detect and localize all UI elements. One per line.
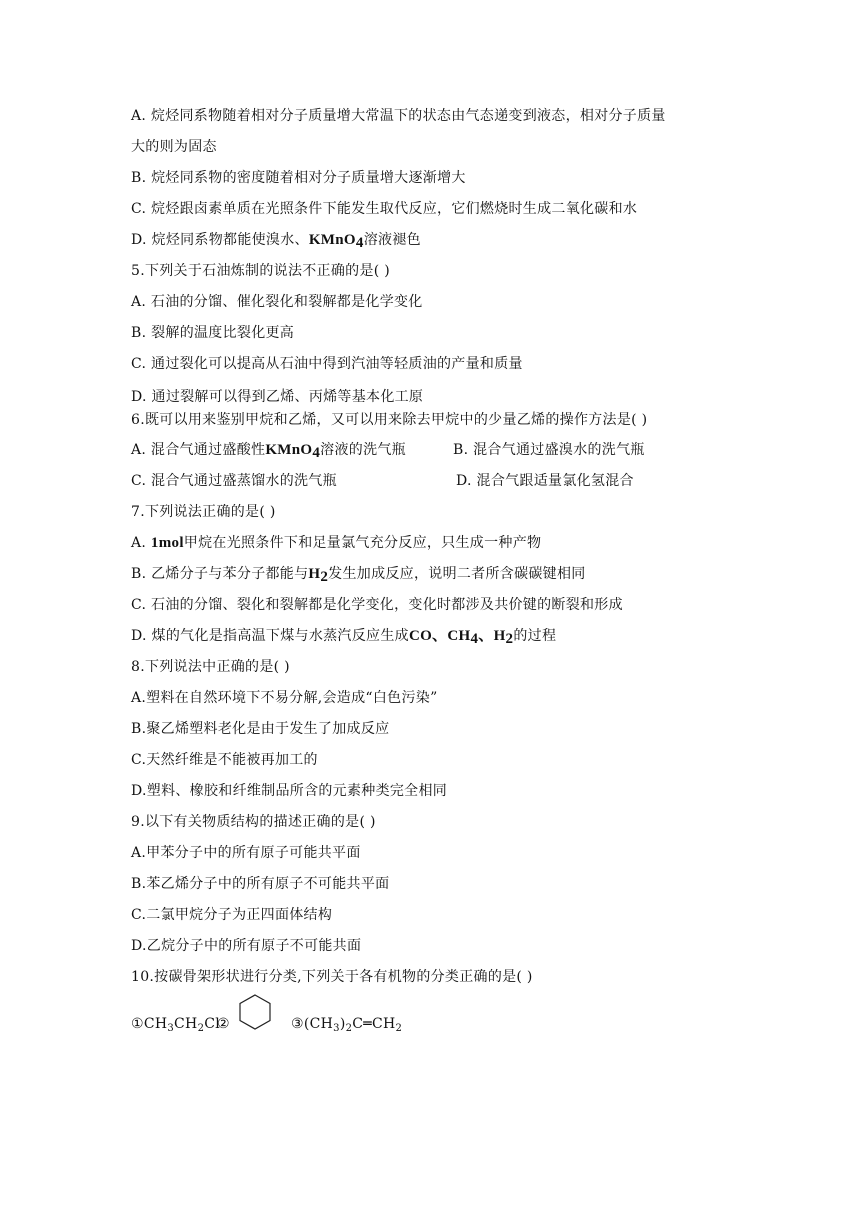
benzene-ring-icon	[238, 993, 272, 1031]
question-stem: 8.下列说法中正确的是( )	[131, 659, 290, 675]
option-line: D.塑料、橡胶和纤维制品所含的元素种类完全相同	[131, 783, 448, 799]
option-line: A. 烷烃同系物随着相对分子质量增大常温下的状态由气态递变到液态，相对分子质量	[131, 108, 666, 124]
option-line: B. 烷烃同系物的密度随着相对分子质量增大逐渐增大	[131, 170, 466, 186]
option-line: D. 煤的气化是指高温下煤与水蒸汽反应生成CO、$CH_4$、$H_2$的过程	[131, 628, 557, 647]
option-line: A.塑料在自然环境下不易分解,会造成“白色污染”	[131, 690, 438, 706]
question-stem: 5.下列关于石油炼制的说法不正确的是( )	[131, 263, 391, 279]
option-line: A.甲苯分子中的所有原子可能共平面	[131, 845, 361, 861]
option-line: A. 混合气通过盛酸性KMnO$_4$溶液的洗气瓶	[131, 442, 406, 461]
question-stem: 6.既可以用来鉴别甲烷和乙烯，又可以用来除去甲烷中的少量乙烯的操作方法是( )	[131, 412, 648, 428]
question-stem: 9.以下有关物质结构的描述正确的是( )	[131, 814, 376, 830]
formula-2-label: ②	[217, 1016, 230, 1032]
formula-1: $①CH_3CH_2Cl$	[131, 1016, 221, 1034]
question-stem: 10.按碳骨架形状进行分类,下列关于各有机物的分类正确的是( )	[131, 969, 533, 985]
formula-3: $③(CH_3)_2C═CH_2$	[291, 1016, 403, 1034]
option-line: A. 1mol甲烷在光照条件下和足量氯气充分反应，只生成一种产物	[131, 535, 542, 551]
option-line: C. 石油的分馏、裂化和裂解都是化学变化，变化时都涉及共价键的断裂和形成	[131, 597, 623, 613]
option-line: D. 烷烃同系物都能使溴水、KMnO$_4$溶液褪色	[131, 232, 421, 251]
option-line: A. 石油的分馏、催化裂化和裂解都是化学变化	[131, 294, 423, 310]
option-line: C. 混合气通过盛蒸馏水的洗气瓶	[131, 473, 337, 489]
option-line: C. 通过裂化可以提高从石油中得到汽油等轻质油的产量和质量	[131, 356, 523, 372]
option-line: B. 乙烯分子与苯分子都能与$H_2$发生加成反应，说明二者所含碳碳键相同	[131, 566, 586, 585]
option-line: D. 混合气跟适量氯化氢混合	[456, 473, 634, 489]
option-line: B.苯乙烯分子中的所有原子不可能共平面	[131, 876, 390, 892]
option-line: C.二氯甲烷分子为正四面体结构	[131, 907, 333, 923]
option-line: C.天然纤维是不能被再加工的	[131, 752, 318, 768]
option-line: B. 裂解的温度比裂化更高	[131, 325, 295, 341]
option-line: B.聚乙烯塑料老化是由于发生了加成反应	[131, 721, 390, 737]
question-stem: 7.下列说法正确的是( )	[131, 504, 276, 520]
option-line: 大的则为固态	[131, 139, 217, 155]
option-line: D. 通过裂解可以得到乙烯、丙烯等基本化工原	[131, 389, 424, 405]
option-line: B. 混合气通过盛溴水的洗气瓶	[453, 442, 645, 458]
option-line: C. 烷烃跟卤素单质在光照条件下能发生取代反应，它们燃烧时生成二氧化碳和水	[131, 201, 638, 217]
option-line: D.乙烷分子中的所有原子不可能共面	[131, 938, 362, 954]
